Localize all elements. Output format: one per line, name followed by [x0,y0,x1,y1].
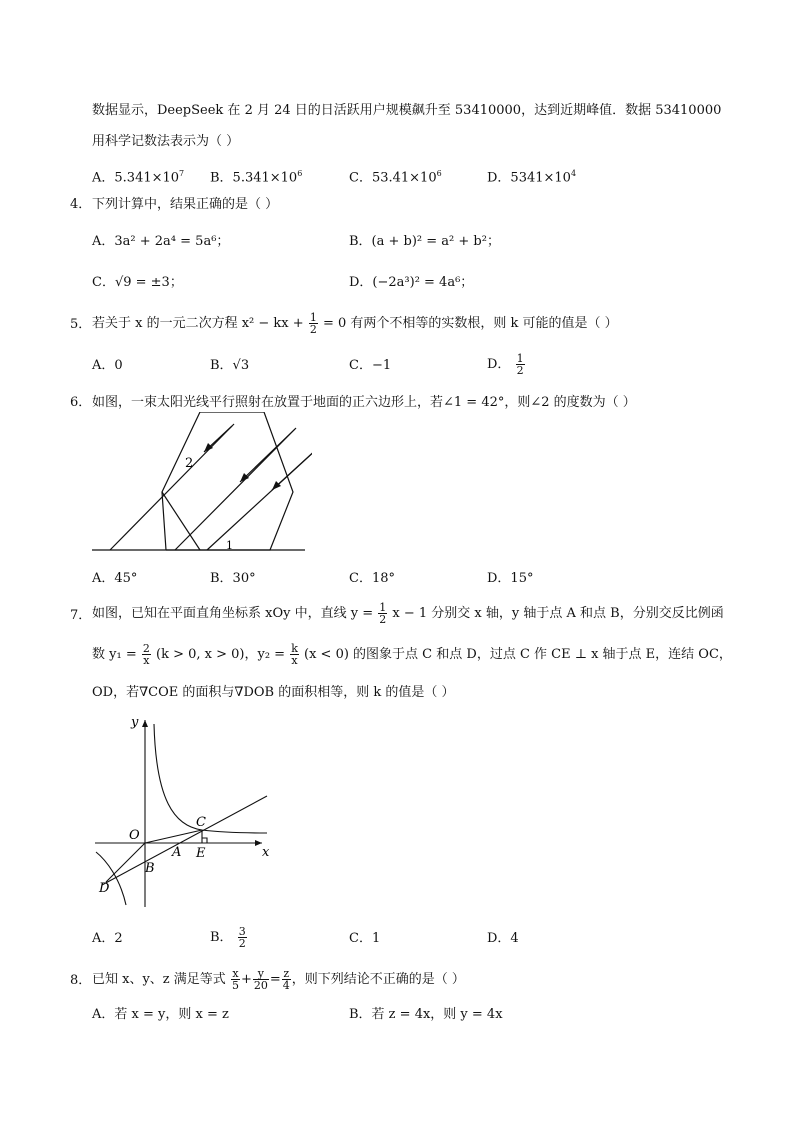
q7-option-a: A．2 [92,931,123,946]
hexagon [162,412,293,550]
q5-fraction-half: $\frac{1}{2}$ [309,311,317,336]
q6-hexagon-figure [92,412,312,552]
x-axis-label: x [262,845,270,860]
q6-option-c: C．18° [349,571,395,586]
q6-option-a: A．45° [92,571,138,586]
angle-1-label: 1 [226,539,233,552]
hyperbola-y1 [154,724,267,833]
q6-option-d: D．15° [487,571,534,586]
q3-option-c: C．$53.41\times 10^6$ [349,169,442,186]
q3-line-1: 数据显示，DeepSeek 在 2 月 24 日的日活跃用户规模飙升至 53410000，达到近期峰值．数据 53410000 [92,103,722,118]
q6-option-b: B．30° [210,571,256,586]
q5-option-b: B．√3 [210,358,250,373]
q7-option-d: D．4 [487,931,519,946]
q5-number: 5． [70,317,92,332]
segment-OC [145,830,202,843]
q7-line-3: OD，若∇COE 的面积与∇DOB 的面积相等，则 k 的值是（ ） [92,685,455,700]
q4-option-d: D．(−2a³)² = 4a⁶； [349,275,474,290]
q7-option-c: C．1 [349,931,381,946]
point-B-label: B [145,861,155,876]
q5-option-a: A．0 [92,358,123,373]
hexagon-internal-line [162,492,200,550]
q4-number: 4． [70,197,92,212]
x-axis-arrow [255,840,262,846]
q5-option-d: D． $\frac{1}{2}$ [487,352,524,377]
q8-option-b: B．若 z = 4x，则 y = 4x [349,1007,503,1022]
point-E-label: E [196,846,206,861]
point-D-label: D [99,881,110,896]
q3-option-b: B．$5.341\times 10^6$ [210,169,303,186]
angle-2-label: 2 [185,456,194,471]
light-ray-1 [110,424,234,550]
q8-number: 8． [70,973,92,988]
q7-line-1: 如图，已知在平面直角坐标系 xOy 中，直线 y = $\frac{1}{2}$ x − 1 分别交 x 轴，y 轴于点 A 和点 B，分别交反比例函 [92,601,724,626]
q7-option-b: B． $\frac{3}{2}$ [210,925,246,950]
q8-option-a: A．若 x = y，则 x = z [92,1007,229,1022]
q8-stem: 已知 x、y、z 满足等式 $\frac{x}{5}$ + $\frac{y}{20}$ = $\frac{z}{4}$ ，则下列结论不正确的是（ ） [92,967,465,992]
q3-option-a: A．$5.341\times 10^7$ [92,169,185,186]
q7-number: 7． [70,608,92,623]
hyperbola-y2 [96,852,126,905]
segment-OD [106,843,145,882]
q4-option-a: A．3a² + 2a⁴ = 5a⁶； [92,234,230,249]
q7-line-2: 数 y₁ = $\frac{2}{x}$ (k > 0, x > 0)，y₂ = $\frac{k}{x}$ (x < 0) 的图象于点 C 和点 D，过点 C 作 CE ⊥ x 轴于点 E，连结 OC， [92,642,732,667]
line-y-half-x-minus-1 [102,796,267,885]
point-A-label: A [172,845,182,860]
point-C-label: C [196,815,206,830]
q3-line-2: 用科学记数法表示为（ ） [92,134,240,149]
q4-option-b: B．(a + b)² = a² + b²； [349,234,500,249]
q4-stem: 下列计算中，结果正确的是（ ） [92,197,279,212]
q5-stem: 若关于 x 的一元二次方程 x² − kx + $\frac{1}{2}$ = 0 有两个不相等的实数根，则 k 可能的值是（ ） [92,311,618,336]
y-axis-label: y [131,715,139,730]
q4-option-c: C．√9 = ±3； [92,275,183,290]
point-O-label: O [129,828,140,843]
q5-option-c: C．−1 [349,358,392,373]
y-axis-arrow [142,720,148,727]
right-angle-mark [202,838,207,843]
q3-option-d: D．$5341\times 10^4$ [487,169,577,186]
q7-coordinate-figure [92,710,282,910]
q6-number: 6． [70,395,92,410]
q6-stem: 如图，一束太阳光线平行照射在放置于地面的正六边形上，若∠1 = 42°，则∠2 的度数为（ ） [92,395,636,410]
